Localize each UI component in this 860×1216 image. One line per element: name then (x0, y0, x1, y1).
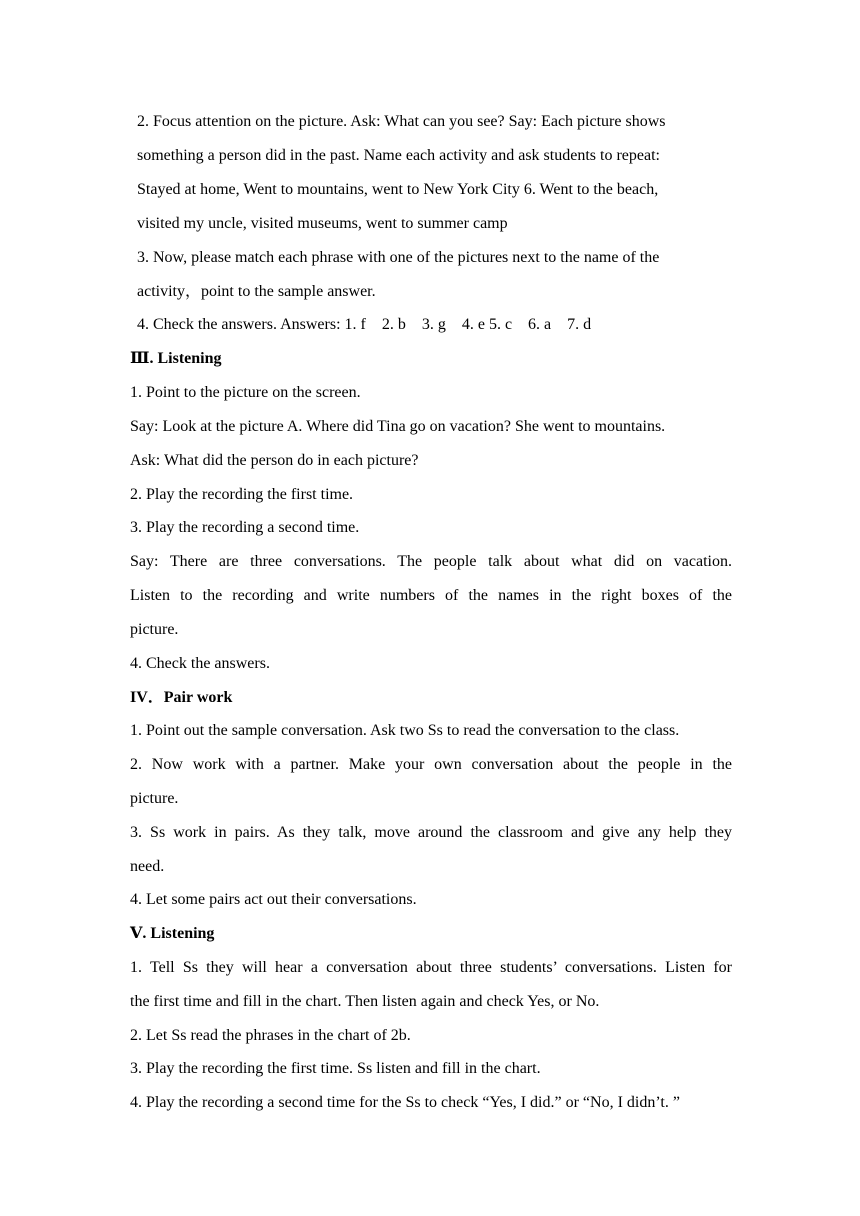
text-line: 2. Play the recording the first time. (130, 486, 354, 503)
text-line: 4. Check the answers. (130, 655, 270, 672)
text-line: need. (130, 858, 165, 875)
text-line: 3. Play the recording a second time. (130, 519, 360, 536)
text-line: 2. Now work with a partner. Make your own conversation about the people in the (130, 756, 732, 773)
text-line: 1. Point out the sample conversation. Ask two Ss to read the conversation to the class. (130, 722, 680, 739)
text-line: 3. Ss work in pairs. As they talk, move around the classroom and give any help they (130, 824, 732, 841)
text-line: 2. Focus attention on the picture. Ask: What can you see? Say: Each picture shows (137, 113, 666, 130)
text-line: Say: Look at the picture A. Where did Tina go on vacation? She went to mountains. (130, 418, 666, 435)
text-line: activity，point to the sample answer. (137, 283, 376, 300)
text-line: 2. Let Ss read the phrases in the chart of 2b. (130, 1027, 411, 1044)
section-heading-pair-work: IV．Pair work (130, 689, 233, 706)
section-heading-listening: Ⅲ. Listening (130, 350, 222, 367)
text-line: 3. Now, please match each phrase with one of the pictures next to the name of the (137, 249, 660, 266)
text-line: 1. Point to the picture on the screen. (130, 384, 361, 401)
text-line: Stayed at home, Went to mountains, went to New York City 6. Went to the beach, (137, 181, 659, 198)
text-line: Ask: What did the person do in each picture? (130, 452, 419, 469)
text-line: picture. (130, 621, 179, 638)
text-line: 3. Play the recording the first time. Ss listen and fill in the chart. (130, 1060, 541, 1077)
text-line: picture. (130, 790, 179, 807)
text-line: something a person did in the past. Name each activity and ask students to repeat: (137, 147, 660, 164)
text-line: 4. Let some pairs act out their conversations. (130, 891, 417, 908)
text-line: visited my uncle, visited museums, went to summer camp (137, 215, 508, 232)
text-line: Listen to the recording and write numbers of the names in the right boxes of the (130, 587, 732, 604)
text-line: the first time and fill in the chart. Then listen again and check Yes, or No. (130, 993, 600, 1010)
text-line: 4. Play the recording a second time for the Ss to check “Yes, I did.” or “No, I didn’t. ” (130, 1094, 680, 1111)
answers-line: 4. Check the answers. Answers: 1. f 2. b 3. g 4. e 5. c 6. a 7. d (137, 316, 592, 333)
text-line: Say: There are three conversations. The people talk about what did on vacation. (130, 553, 732, 570)
text-line: 1. Tell Ss they will hear a conversation about three students’ conversations. Listen for (130, 959, 732, 976)
section-heading-listening-2: Ⅴ. Listening (130, 925, 215, 942)
